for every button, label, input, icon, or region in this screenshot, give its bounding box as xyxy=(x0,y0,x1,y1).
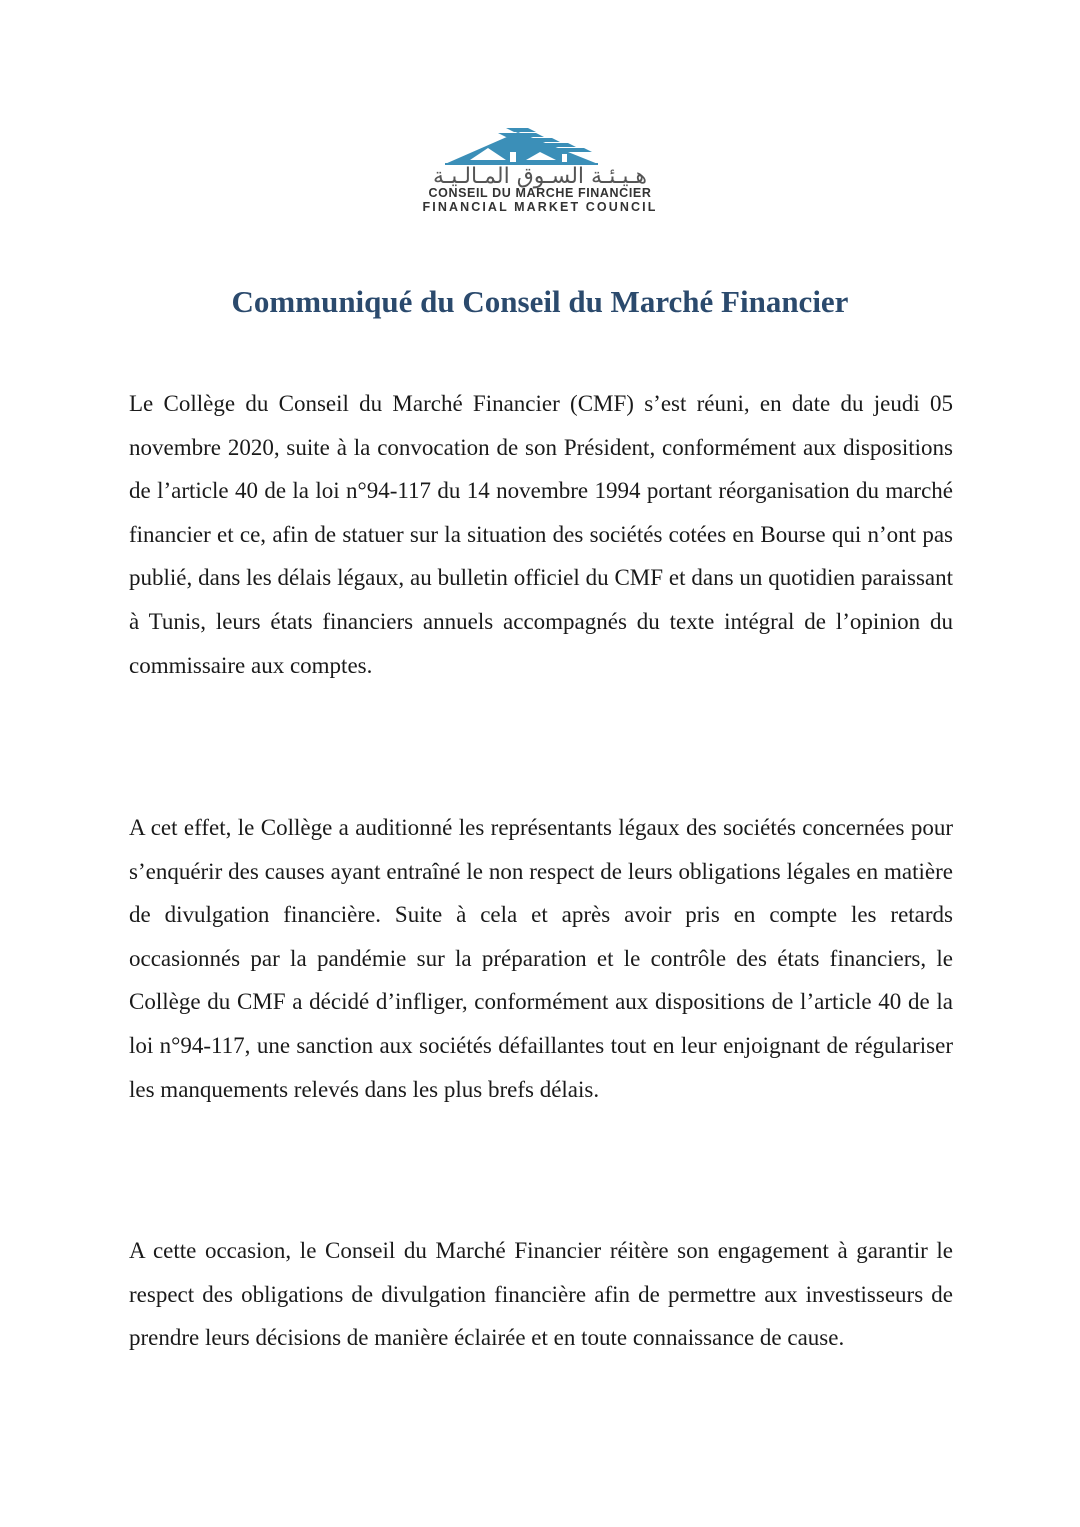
cmf-logo xyxy=(330,122,750,222)
logo-french-name: CONSEIL DU MARCHE FINANCIER xyxy=(428,186,652,200)
paragraph-2: A cet effet, le Collège a auditionné les représentants légaux des sociétés concernées pour s’enquérir des causes ayant entraîné le non respect de leurs obligations légales en matière de divulgation financière. Suite à cela et après avoir pris en compte les retards occasionnés par la pandémie sur la préparation et le contrôle des états financiers, le Collège du CMF a décidé d’infliger, conformément aux dispositions de l’article 40 de la loi n°94-117, une sanction aux sociétés défaillantes tout en leur enjoignant de régulariser les manquements relevés dans les plus brefs délais. xyxy=(129,815,953,1102)
logo-english-name: FINANCIAL MARKET COUNCIL xyxy=(422,200,658,214)
paragraph-3: A cette occasion, le Conseil du Marché Financier réitère son engagement à garantir le respect des obligations de divulgation financière afin de permettre aux investisseurs de prendre leurs décisions de manière éclairée et en toute connaissance de cause. xyxy=(129,1238,953,1351)
paragraph-1: Le Collège du Conseil du Marché Financier (CMF) s’est réuni, en date du jeudi 05 novembre 2020, suite à la convocation de son Président, conformément aux dispositions de l’article 40 de la loi n°94-117 du 14 novembre 1994 portant réorganisation du marché financier et ce, afin de statuer sur la situation des sociétés cotées en Bourse qui n’ont pas publié, dans les délais légaux, au bulletin officiel du CMF et dans un quotidien paraissant à Tunis, leurs états financiers annuels accompagnés du texte intégral de l’opinion du commissaire aux comptes. xyxy=(129,391,953,678)
cmf-logo-mark-icon xyxy=(330,122,750,166)
logo-arabic-name: هـيـئـة السـوق المـالـيـة xyxy=(432,164,648,189)
document-title: Communiqué du Conseil du Marché Financier xyxy=(231,284,849,319)
